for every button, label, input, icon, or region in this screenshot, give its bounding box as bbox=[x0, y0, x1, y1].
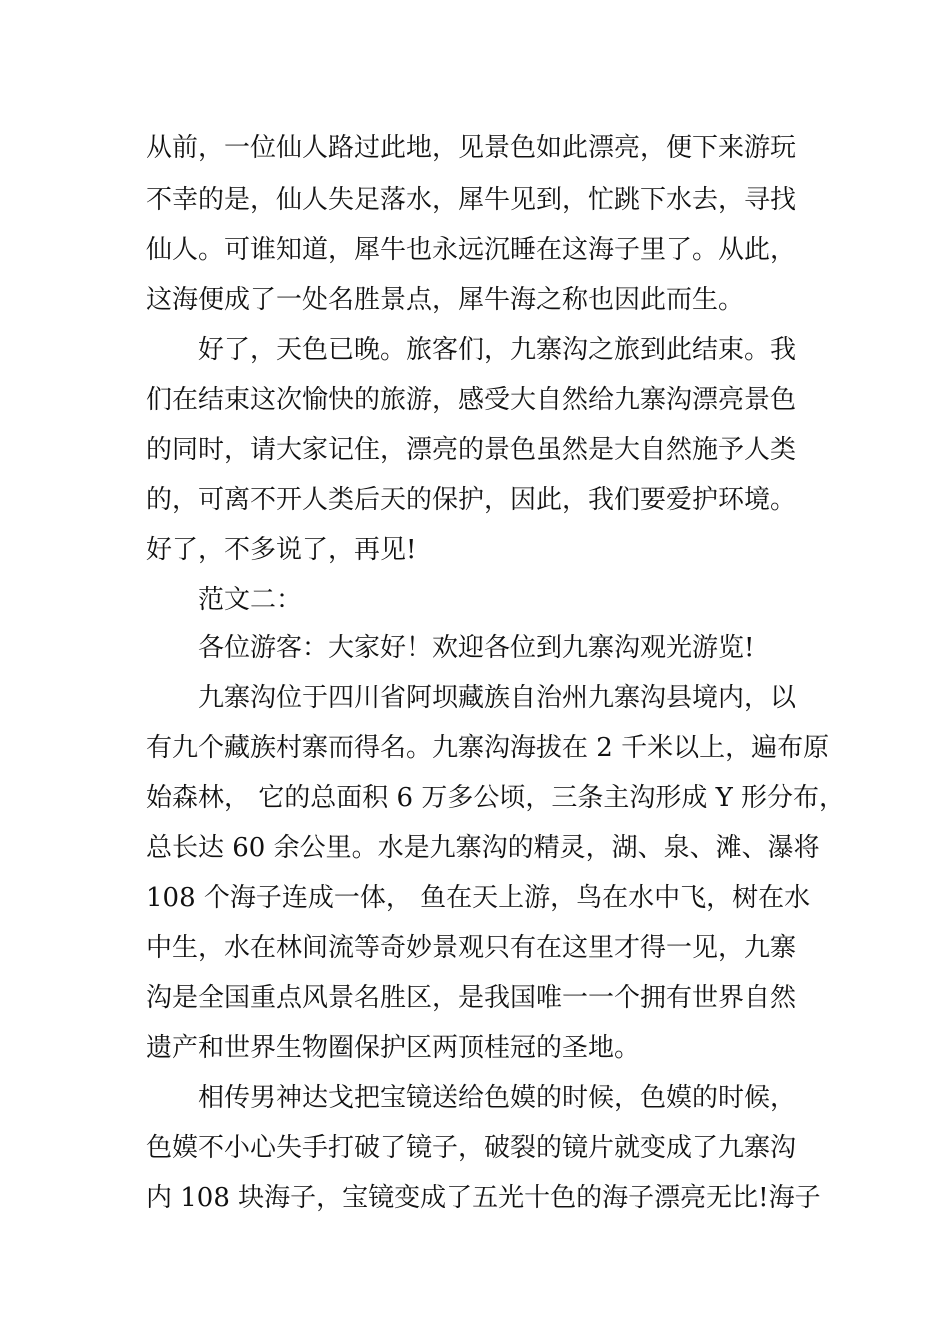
text-line-17: 中生，水在林间流等奇妙景观只有在这里才得一见，九寨 bbox=[146, 933, 797, 963]
text-line-4: 这海便成了一处名胜景点，犀牛海之称也因此而生。 bbox=[146, 285, 745, 315]
text-line-12: 九寨沟位于四川省阿坝藏族自治州九寨沟县境内，以 bbox=[198, 683, 797, 713]
text-line-3: 仙人。可谁知道，犀牛也永远沉睡在这海子里了。从此， bbox=[146, 235, 797, 265]
text-line-15: 总长达 60 余公里。水是九寨沟的精灵，湖、泉、滩、瀑将 bbox=[146, 833, 820, 863]
section-heading: 范文二： bbox=[198, 585, 303, 615]
text-line-9: 好了，不多说了，再见! bbox=[146, 535, 417, 565]
text-line-13: 有九个藏族村寨而得名。九寨沟海拔在 2 千米以上，遍布原 bbox=[146, 733, 830, 763]
text-line-1: 从前，一位仙人路过此地，见景色如此漂亮，便下来游玩 bbox=[146, 133, 797, 163]
text-line-18: 沟是全国重点风景名胜区，是我国唯一一个拥有世界自然 bbox=[146, 983, 797, 1013]
text-line-2: 不幸的是，仙人失足落水，犀牛见到，忙跳下水去，寻找 bbox=[146, 185, 797, 215]
text-line-19: 遗产和世界生物圈保护区两顶桂冠的圣地。 bbox=[146, 1033, 641, 1063]
text-line-14: 始森林， 它的总面积 6 万多公顷，三条主沟形成 Y 形分布， bbox=[146, 783, 846, 813]
text-line-5: 好了，天色已晚。旅客们，九寨沟之旅到此结束。我 bbox=[198, 335, 797, 365]
text-line-20: 相传男神达戈把宝镜送给色嫫的时候，色嫫的时候， bbox=[198, 1083, 797, 1113]
text-line-16: 108 个海子连成一体， 鱼在天上游，鸟在水中飞，树在水 bbox=[146, 883, 811, 913]
text-line-6: 们在结束这次愉快的旅游，感受大自然给九寨沟漂亮景色 bbox=[146, 385, 797, 415]
text-line-8: 的，可离不开人类后天的保护，因此，我们要爱护环境。 bbox=[146, 485, 797, 515]
text-line-11: 各位游客：大家好！欢迎各位到九寨沟观光游览! bbox=[198, 633, 755, 663]
text-line-22: 内 108 块海子，宝镜变成了五光十色的海子漂亮无比!海子 bbox=[146, 1183, 821, 1213]
text-line-21: 色嫫不小心失手打破了镜子，破裂的镜片就变成了九寨沟 bbox=[146, 1133, 797, 1163]
text-line-7: 的同时，请大家记住，漂亮的景色虽然是大自然施予人类 bbox=[146, 435, 797, 465]
